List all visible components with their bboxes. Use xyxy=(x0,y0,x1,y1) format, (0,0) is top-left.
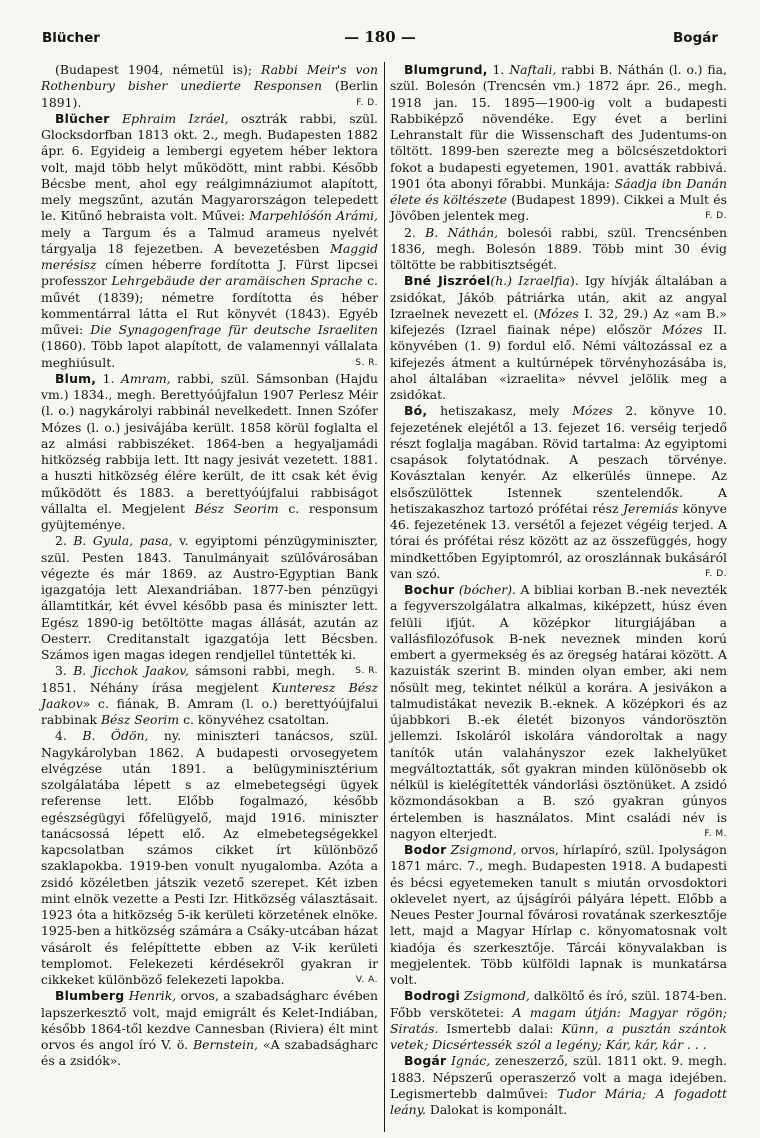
running-header xyxy=(40,30,720,50)
author-initials: F. M. xyxy=(704,828,727,839)
headword: Blumberg xyxy=(55,988,125,1004)
body-text: (1860). Több lapot alapított, de valamennyi vállalata meghiúsult. xyxy=(41,338,378,370)
italic-text: B. Jicchok Jaakov, xyxy=(73,663,189,679)
body-text: » c. fiának, B. Amram (l. o.) berettyóújfalui rabbinak xyxy=(41,695,378,727)
header-right-guideword: Bogár xyxy=(673,30,718,46)
italic-text: Kunteresz Bész Jaakov xyxy=(41,679,378,711)
author-initials: S. R. xyxy=(355,357,378,368)
italic-text: (h.) Izraelfia xyxy=(490,273,570,289)
body-text: c. responsum gyüjteménye. xyxy=(41,500,378,532)
body-text: 2. xyxy=(55,533,74,549)
author-initials: F. D. xyxy=(705,211,727,222)
dictionary-entry xyxy=(390,1053,727,1118)
author-initials: F. D. xyxy=(705,568,727,579)
entry-subsection xyxy=(41,663,378,728)
body-text: címen héberre fordította J. Fürst lipcsei professzor xyxy=(41,257,378,289)
author-initials: V. A. xyxy=(355,975,378,985)
body-text: (Budapest 1904, németül is); xyxy=(55,62,262,77)
body-text: (Budapest 1899). Cikkei a Mult és Jövőben jelentek meg. xyxy=(390,192,727,224)
italic-text: Ignác, xyxy=(451,1053,491,1069)
body-text xyxy=(110,111,123,126)
italic-text: Ephraim Izráel, xyxy=(122,110,229,126)
body-text: mely a Targum és a Talmud arameus nyelvét tárgyalja 18 fejezetben. A bevezetésben xyxy=(41,224,378,256)
header-left-guideword: Blücher xyxy=(42,30,100,46)
headword: Bodor xyxy=(404,842,447,857)
italic-text: Maggid merésisz xyxy=(41,240,378,272)
body-text: Dalokat is komponált. xyxy=(425,1102,568,1117)
body-text: hetiszakasz, mely xyxy=(427,403,573,419)
body-text: orvos, hírlapíró, szül. Ipolyságon 1871 márc. 7., megh. Budapesten 1918. A budapesti és bécsi egyetemeken tanult s miután orvosdoktori oklevelet nyert, az újságírói pályára lépett. Előbb a Neues Pester Journal fővárosi rovatának szerkesztője lett, majd a Magyar Hírlap c. könyomatosnak volt kiadója és szerkesztője. Tárcái könyvalakban is megjelentek. Több külföldi lapnak is munkatársa volt. xyxy=(390,842,727,987)
author-initials: S. R. xyxy=(355,666,378,677)
body-text: 1. xyxy=(487,62,510,77)
italic-text: Sáadja ibn Danán élete és költészete xyxy=(390,175,727,207)
italic-text: Zsigmond, xyxy=(450,842,517,857)
headword: Bodrogi xyxy=(404,988,460,1004)
dictionary-entry xyxy=(390,62,727,225)
body-text: A bibliai korban B.-nek nevezték a fegyverszolgálatra alkalmas, kiképzett, húsz éven felüli ifjút. A középkor liturgiájában a vallásfilozófusok B-nek neveznek minden korú embert a gyermekség és az öregség határai között. A kazuisták szerint B. minden olyan ember, aki nem nősült meg, tekintet nélkül a korára. A jesivákon a talmudistákat nevezik B.-eknek. A középkori és az újabbkori B.-ek életét bizonyos vándorösztön jellemzi. Iskoláról iskolára vándoroltak a nagy tanítók után valahányszor ezek lakhelyüket megváltoztatták, sőt gyakran minden különösebb ok nélkül is kielégítették vándorlási ösztönüket. A zsidó közmondásokban a B. szó gyakran gúnyos értelemben is használatos. Mint családi név is nagyon elterjedt. xyxy=(390,582,727,841)
body-text: rabbi, szül. Sámsonban (Hajdu vm.) 1834., megh. Berettyóújfalun 1907 Perlesz Méir (l. o.) nagykárolyi rabbinál nevelkedett. Innen Szófer Mózes (l. o.) jesivájába került. 1858 körül foglalta el az almási rabbiszéket. 1864-ben a hegyaljamádi hitközség rabbija lett. Itt nagy jesivát vezetett. 1881. a huszti hitközség élére került, de itt csak két évig működött és 1883. a berettyóújfalui rabbiságot vállalta el. Megjelent xyxy=(41,370,379,516)
body-text: rabbi B. Náthán (l. o.) fia, szül. Bolesón (Trencsén vm.) 1872 ápr. 26., megh. 1918 jan. 15. 1895—1900-ig volt a budapesti Rabbiképző növendéke. Egy évet a berlini Lehranstalt für die Wissenschaft des Judentums-on töltött. 1899-ben szerezte meg a bölcsészetdoktori fokot a budapesti egyetemen, 1901. avatták rabbivá. 1901 óta abonyi főrabbi. Munkája: xyxy=(390,62,727,191)
headword: Blumgrund, xyxy=(404,62,488,77)
left-column xyxy=(41,62,378,1132)
body-text: könyve 46. fejezetének 13. versétől a fejezet végéig terjed. A tórai és prófétai rész között az az összefüggés, hogy mindkettőben Egyiptomról, az oroszlánnak bukásáról van szó. xyxy=(390,500,727,581)
italic-text: Künn, a pusztán szántok vetek; Dicsértessék szól a legény; Kár, kár, kár . . . xyxy=(390,1020,727,1052)
italic-text: Bész Seorim xyxy=(100,712,180,727)
headword: Bó, xyxy=(404,403,428,419)
dictionary-entry xyxy=(390,403,727,582)
italic-text: Rabbi Meir's von Rothenbury bisher unedierte Responsen xyxy=(41,62,378,94)
italic-text: Mózes xyxy=(572,403,613,419)
italic-text: Marpehlóśón Arámi, xyxy=(249,208,378,224)
body-text: 4. xyxy=(55,728,83,744)
italic-text: Jeremiás xyxy=(623,500,679,516)
italic-text: Amram, xyxy=(120,370,171,386)
body-text: 2. könyve 10. fejezetének elejétől a 13. fejezet 16. verséig terjedő részt foglalja magában. Rövid tartalma: Az egyiptomi csapások folytatódnak. A peszach törvénye. Kovásztalan kenyér. Az elkerülés ünnepe. Az elsőszülöttek Istennek szentelendők. A hetiszakaszhoz tartozó prófétai rész xyxy=(390,403,727,516)
body-text: ). Igy hívják általában a zsidókat, Jákób pátriárka után, akit az angyal Izraelnek nevezett el. ( xyxy=(390,273,727,321)
dictionary-entry xyxy=(41,111,378,371)
body-text: orvos, a szabadságharc évében lapszerkesztő volt, majd emigrált és Kelet-Indiában, később 1864-től kezdve Cannesban (Riviera) élt mint orvos és angol író V. ö. xyxy=(41,988,378,1052)
italic-text: Zsigmond, xyxy=(463,988,530,1004)
body-text: v. egyiptomi pénzügyminiszter, szül. Pesten 1843. Tanulmányait szülővárosában végezte és már 1869. az Austro-Egyptian Bank igazgatója lett Alexandriában. 1877-ben pénzügyi államtitkár, két évvel később pasa és miniszter lett. Egész 1890-ig betöltötte magas állását, azután az Oesterr. Creditanstalt igazgatója lett Bécsben. Számos igen magas idegen rendjellel tüntették ki. xyxy=(41,533,379,662)
entry-subsection xyxy=(41,62,378,111)
dictionary-entry xyxy=(390,988,727,1053)
italic-text: Die Synagogenfrage für deutsche Israeliten xyxy=(90,322,378,337)
body-text: «A szabadságharc és a zsidók». xyxy=(41,1037,378,1069)
dictionary-entry xyxy=(41,371,378,534)
dictionary-entry xyxy=(390,582,727,842)
italic-text: Bernstein, xyxy=(193,1037,258,1052)
right-column xyxy=(390,62,727,1132)
headword: Blücher xyxy=(55,110,110,126)
body-text: c. művét (1839); németre fordította és héber kommentárral látta el Rut könyvét (1843). Egyéb művei: xyxy=(41,273,378,337)
italic-text: B. Náthán, xyxy=(425,224,499,240)
body-text: dalköltő és író, szül. 1874-ben. Főbb verskötetei: xyxy=(390,988,727,1020)
body-text: zeneszerző, szül. 1811 okt. 9. megh. 1883. Népszerű operaszerző volt a maga idejében. Legismertebb dalművei: xyxy=(390,1053,727,1101)
body-text: I. 32, 29.) Az «am B.» kifejezés (Izrael fiainak népe) először xyxy=(390,305,727,337)
entry-subsection xyxy=(390,225,727,274)
italic-text: Mózes xyxy=(538,305,579,321)
headword: Bogár xyxy=(404,1053,447,1069)
body-text: osztrák rabbi, szül. Glocksdorfban 1813 okt. 2., megh. Budapesten 1882 ápr. 6. Egyideig a lembergi egyetem héber lektora volt, majd több helyt működött, mint rabbi. Később Bécsbe ment, ahol egy reálgimnáziumot alapított, mely megszűnt, azután Magyarországon telepedett le. Kitűnő hebraista volt. Művei: xyxy=(41,110,378,224)
column-divider xyxy=(384,62,385,1132)
italic-text: B. Gyula, pasa, xyxy=(73,533,173,549)
headword: Bné Jiszróel xyxy=(404,273,491,289)
author-initials: F. D. xyxy=(356,97,378,108)
body-text: II. könyvében (1. 9) fordul elő. Némi változással ez a kifejezés átment a kultúrnépek törvényhozásába is, ahol általában «izraelita» névvel jelölik meg a zsidókat. xyxy=(390,322,727,402)
two-column-body xyxy=(41,62,727,1132)
italic-text: Henrik, xyxy=(128,988,177,1004)
headword: Blum, xyxy=(55,370,97,386)
dictionary-entry xyxy=(390,842,727,988)
body-text: (Berlin 1891). xyxy=(41,78,378,110)
body-text: c. könyvéhez csatoltan. xyxy=(179,712,330,727)
italic-text: A magam útján: Magyar rögön; Siratás. xyxy=(390,1004,728,1036)
italic-text: Naftali, xyxy=(509,62,557,77)
body-text: 2. xyxy=(404,224,426,240)
entry-subsection xyxy=(41,728,378,988)
headword: Bochur xyxy=(404,582,455,597)
body-text: sámsoni rabbi, megh. 1851. Néhány írása megjelent xyxy=(41,663,336,695)
body-text: bolesói rabbi, szül. Trencsénben 1836, megh. Bolesón 1889. Több mint 30 évig töltötte be rabbitisztségét. xyxy=(390,224,727,272)
dictionary-entry xyxy=(390,273,727,403)
italic-text: (bócher). xyxy=(458,582,516,597)
italic-text: Mózes xyxy=(662,322,703,337)
body-text: 1. xyxy=(96,370,121,386)
page-number: — 180 — xyxy=(344,28,416,46)
body-text: 3. xyxy=(55,663,74,679)
italic-text: Tudor Mária; A fogadott leány. xyxy=(390,1085,728,1117)
body-text: Ismertebb dalai: xyxy=(438,1020,562,1036)
dictionary-entry xyxy=(41,988,378,1069)
italic-text: Lehrgebäude der aramäischen Sprache xyxy=(111,273,363,289)
body-text: ny. miniszteri tanácsos, szül. Nagykárolyban 1862. A budapesti orvosegyetem elvégzése után 1891. a belügyminisztérium szolgálatába lépett s az elmebetegségi ügyek referense lett. Előbb fogalmazó, később egészségügyi főfelügyelő, majd 1916. miniszter tanácsossá lépett elő. Az elmebetegségekkel kapcsolatban számos cikket írt különböző szaklapokba. 1919-ben vonult nyugalomba. Azóta a zsidó közéletben játszik vezető szerepet. Két izben mint elnök vezette a Pesti Izr. Hitközség választásait. 1923 óta a hitközség 5-ik kerületi körzetének elnöke. 1925-ben a hitközség számára a Csáky-utcában házat vásárolt és felépíttette ebben az V-ik kerületi templomot. Felekezeti kérdésekről gyakran ir cikkeket különböző felekezeti lapokba. xyxy=(41,728,379,987)
italic-text: Bész Seorim xyxy=(194,500,279,516)
italic-text: B. Ödön, xyxy=(82,728,149,744)
